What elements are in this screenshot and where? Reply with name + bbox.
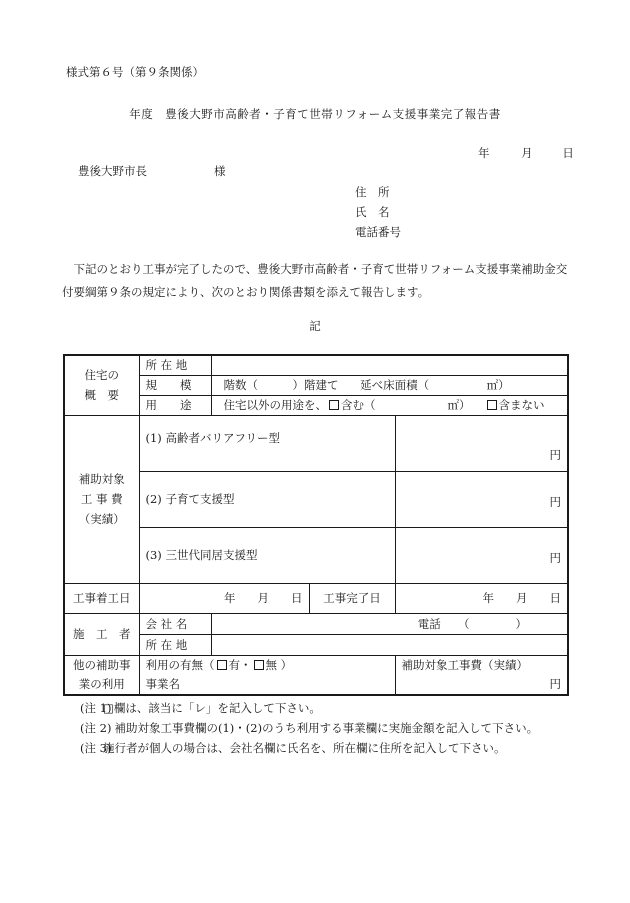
- row-work-1: [64, 415, 568, 471]
- use-field: [211, 395, 568, 415]
- location-label: 所 在 地: [139, 355, 211, 375]
- address-label: 住 所: [355, 185, 390, 199]
- date-year: 年: [478, 146, 490, 160]
- work-cost-1[interactable]: 円: [395, 415, 568, 471]
- yes-checkbox[interactable]: [217, 660, 227, 670]
- addressee: [78, 163, 226, 179]
- other-subsidy-field: [139, 655, 395, 695]
- other-cost-field[interactable]: [395, 655, 568, 695]
- company-field[interactable]: [211, 613, 568, 634]
- end-date-label: 工事完了日: [309, 583, 395, 613]
- notes: [80, 698, 570, 758]
- exclude-checkbox[interactable]: [487, 400, 497, 410]
- floors-text: 階数（ ）階建て: [223, 378, 339, 392]
- phone-label: 電話番号: [355, 225, 401, 239]
- work-type-2: (2) 子育て支援型: [139, 471, 395, 527]
- row-scale: [64, 375, 568, 395]
- row-work-3: [64, 527, 568, 583]
- work-cost-3[interactable]: 円: [395, 527, 568, 583]
- row-location: [64, 355, 568, 375]
- housing-header: 住宅の 概 要: [64, 355, 139, 415]
- floor-area-text: 延べ床面積（ ㎡）: [360, 378, 510, 392]
- ki-heading: 記: [309, 319, 321, 333]
- contractor-location-label: 所 在 地: [139, 634, 211, 655]
- company-label: 会 社 名: [139, 613, 211, 634]
- note-2: (注 2) 補助対象工事費欄の(1)・(2)のうち利用する事業欄に実施金額を記入して下さい。: [80, 721, 539, 735]
- contractor-header: 施 工 者: [64, 613, 139, 655]
- end-date-field[interactable]: 年 月 日: [395, 583, 568, 613]
- location-field[interactable]: [211, 355, 568, 375]
- work-cost-2[interactable]: 円: [395, 471, 568, 527]
- body-text: 下記のとおり工事が完了したので、豊後大野市高齢者・子育て世帯リフォーム支援事業補助金交付要綱第９条の規定により、次のとおり関係書類を添えて報告します。: [62, 262, 568, 299]
- start-date-field[interactable]: 年 月 日: [139, 583, 309, 613]
- row-work-2: [64, 471, 568, 527]
- include-checkbox[interactable]: [329, 400, 339, 410]
- scale-label: 規 模: [139, 375, 211, 395]
- usage-line: 利用の有無（ 有・ 無 ）: [145, 657, 293, 672]
- note-1: (注 1) □欄は、該当に「レ」を記入して下さい。: [80, 701, 321, 715]
- use-label: 用 途: [139, 395, 211, 415]
- other-subsidy-header: 他の補助事 業の利用: [64, 655, 139, 695]
- other-cost-label: 補助対象工事費（実績）: [401, 657, 528, 672]
- row-use: [64, 395, 568, 415]
- page-title: 年度 豊後大野市高齢者・子育て世帯リフォーム支援事業完了報告書: [129, 107, 501, 121]
- date-month: 月: [521, 146, 533, 160]
- exclude-label: 含まない: [498, 398, 545, 412]
- mayor-label: 豊後大野市長: [78, 164, 147, 178]
- no-checkbox[interactable]: [254, 660, 264, 670]
- include-label: 含む（: [341, 398, 376, 412]
- work-type-1: (1) 高齢者バリアフリー型: [139, 415, 395, 471]
- other-cost-unit: 円: [549, 676, 561, 691]
- start-date-label: 工事着工日: [64, 583, 139, 613]
- date-day: 日: [562, 146, 574, 160]
- report-table: [63, 354, 569, 696]
- contractor-location-field[interactable]: [211, 634, 568, 655]
- row-company: [64, 613, 568, 634]
- name-label: 氏 名: [355, 205, 390, 219]
- work-type-3: (3) 三世代同居支援型: [139, 527, 395, 583]
- form-number: 様式第６号（第９条関係）: [66, 65, 204, 79]
- contractor-phone: 電話 （ ）: [417, 616, 527, 631]
- project-name-label: 事業名: [145, 676, 180, 691]
- works-header: 補助対象 工 事 費 （実績）: [64, 415, 139, 583]
- row-dates: [64, 583, 568, 613]
- row-contractor-location: [64, 634, 568, 655]
- row-other-subsidy: [64, 655, 568, 695]
- scale-field[interactable]: [211, 375, 568, 395]
- honorific: 様: [214, 164, 226, 178]
- use-text: 住宅以外の用途を、: [223, 398, 327, 412]
- area-unit: ㎡）: [447, 398, 471, 412]
- note-3: (注 3) 施行者が個人の場合は、会社名欄に氏名を、所在欄に住所を記入して下さい。: [80, 741, 506, 755]
- report-date: [478, 145, 574, 161]
